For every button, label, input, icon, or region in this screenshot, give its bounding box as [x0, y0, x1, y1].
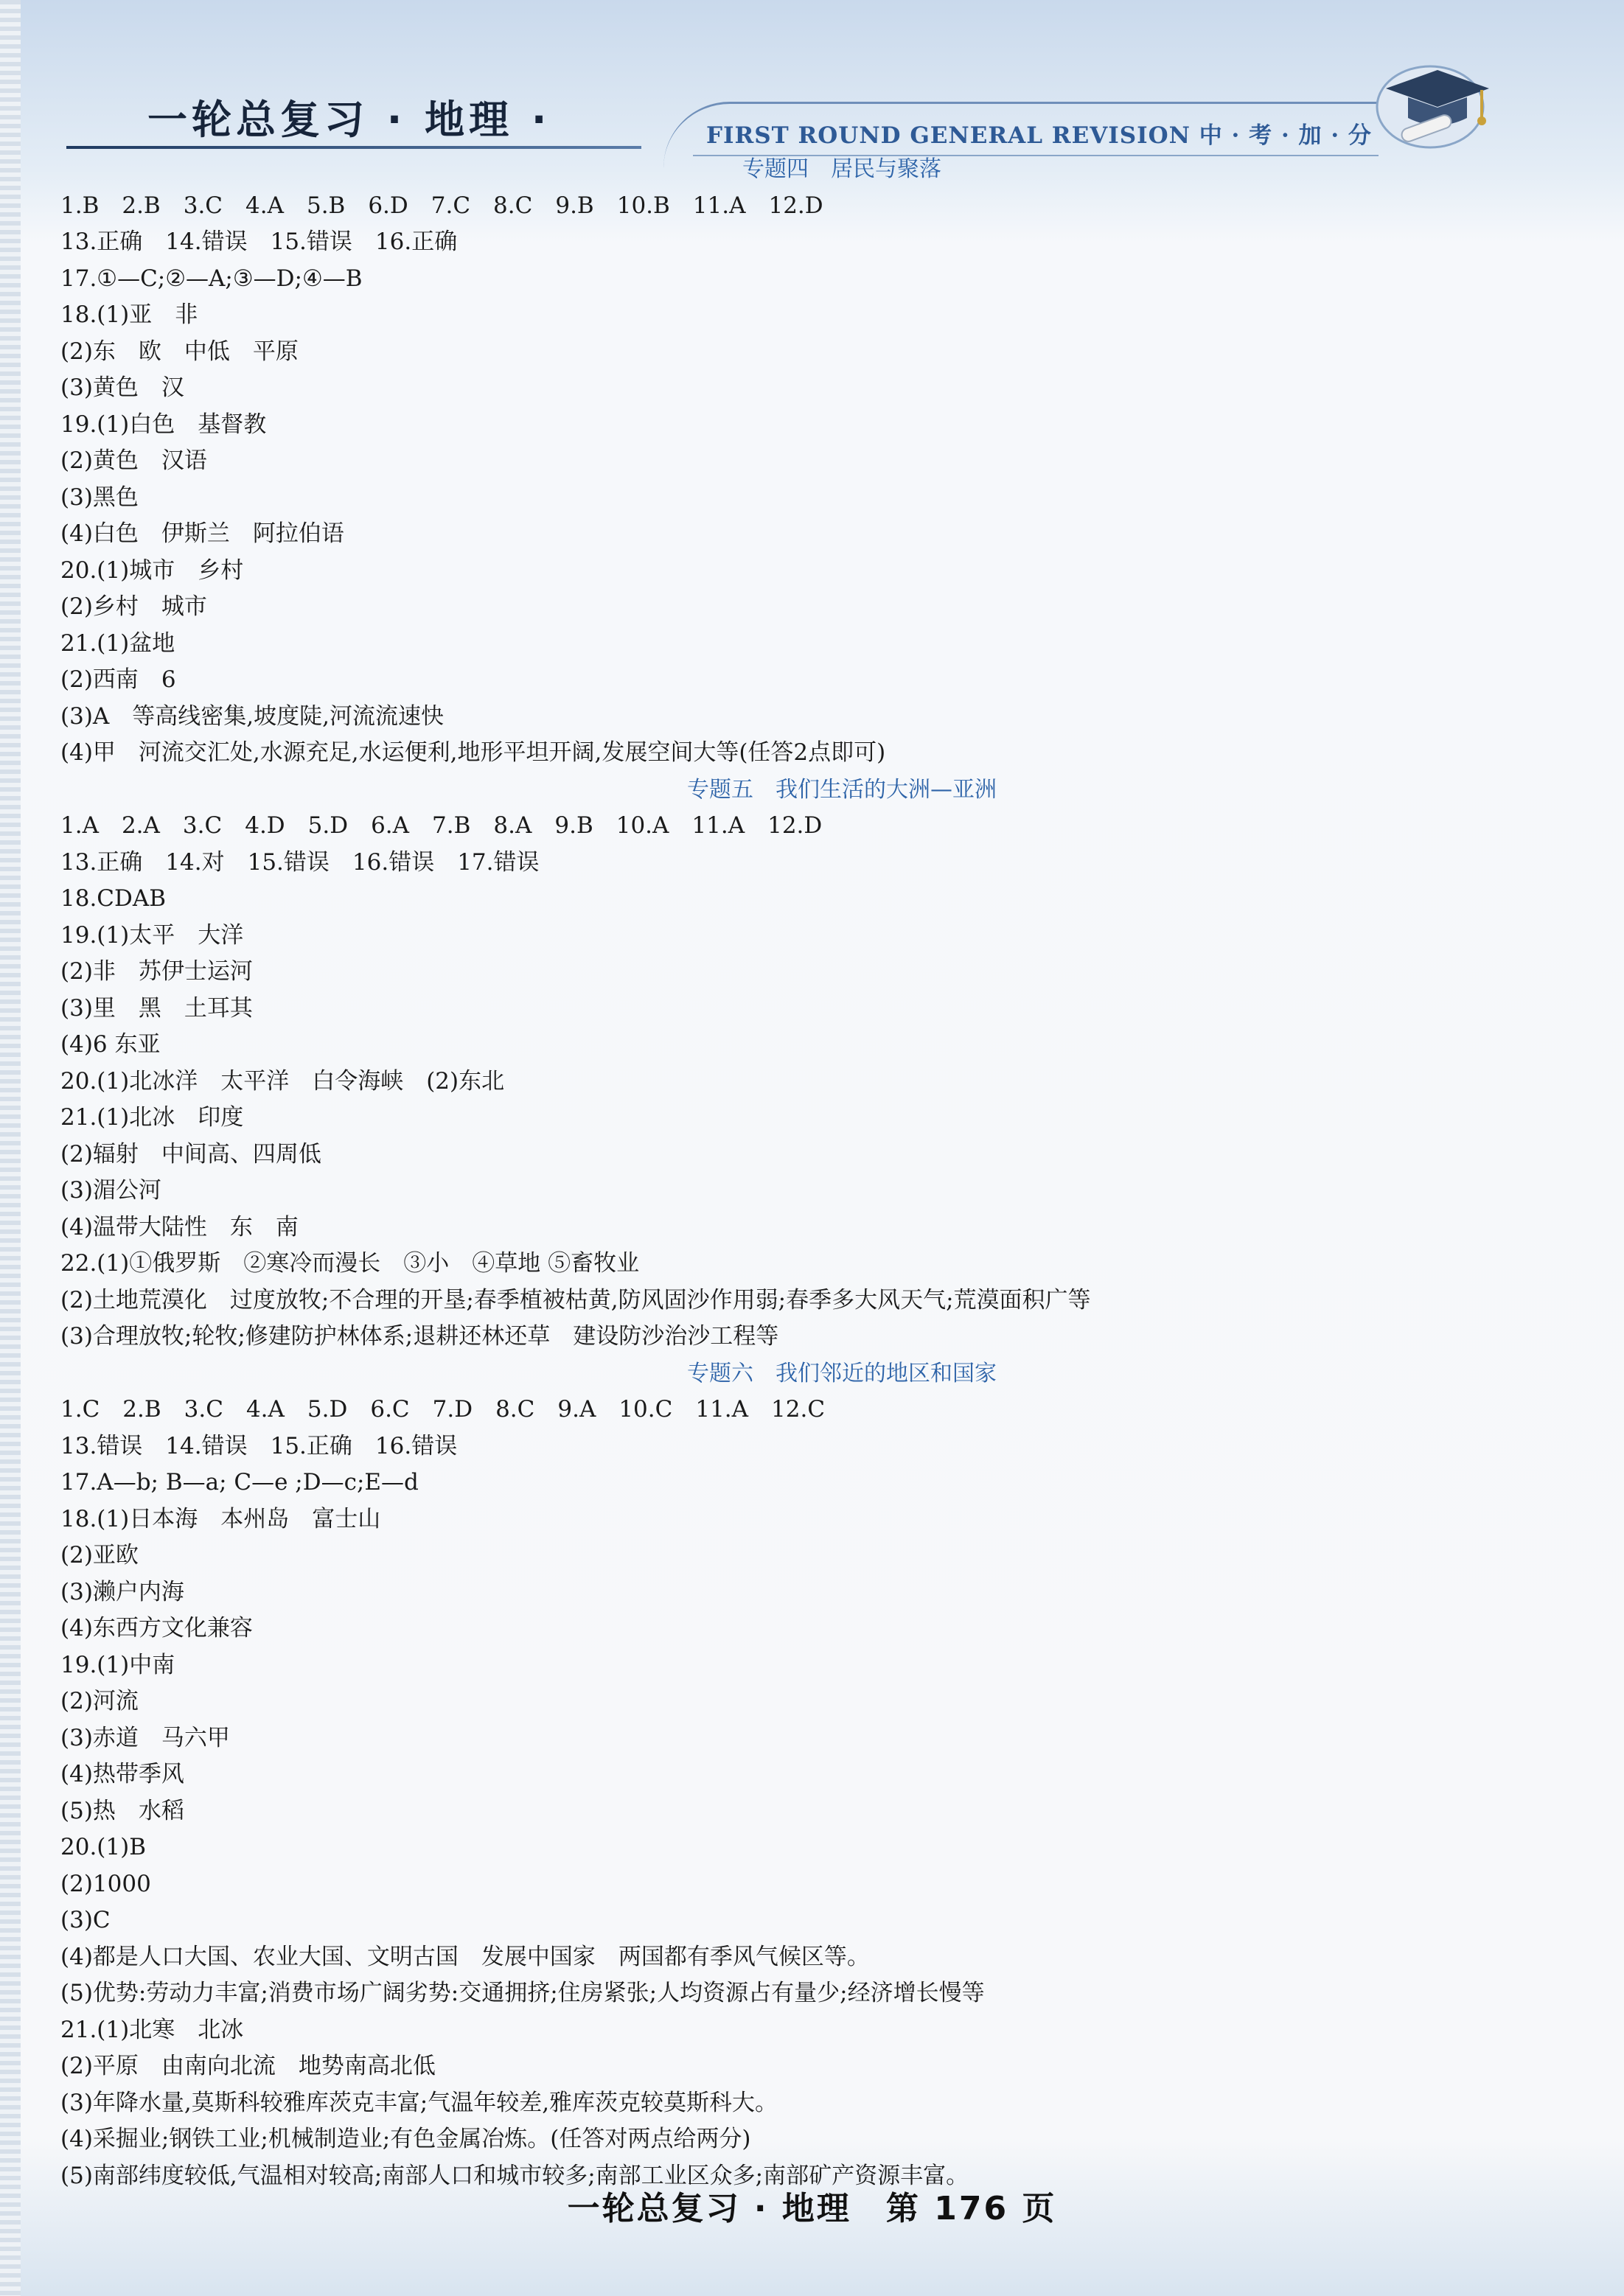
answer-line: (4)6 东亚 — [60, 1031, 161, 1058]
answer-line: (3)A 等高线密集,坡度陡,河流流速快 — [60, 702, 445, 730]
answer-line: (2)平原 由南向北流 地势南高北低 — [60, 2053, 436, 2079]
section-heading: 专题五 我们生活的大洲—亚洲 — [687, 776, 997, 803]
answer-line: 17.①—C;②—A;③—D;④—B — [60, 265, 363, 292]
answer-line: 19.(1)中南 — [60, 1651, 175, 1678]
answer-line: (4)都是人口大国、农业大国、文明古国 发展中国家 两国都有季风气候区等。 — [60, 1943, 870, 1970]
answer-line: (3)湄公河 — [60, 1177, 161, 1204]
answer-line: 1.B 2.B 3.C 4.A 5.B 6.D 7.C 8.C 9.B 10.B 11.A 12.D — [60, 192, 823, 219]
answer-line: (2)亚欧 — [60, 1542, 139, 1569]
header-rule — [66, 146, 641, 149]
answer-line: 13.正确 14.错误 15.错误 16.正确 — [60, 228, 458, 255]
section-heading: 专题四 居民与聚落 — [742, 156, 941, 182]
answer-line: (4)白色 伊斯兰 阿拉伯语 — [60, 520, 344, 547]
answer-line: 18.CDAB — [60, 885, 167, 912]
answer-line: 1.A 2.A 3.C 4.D 5.D 6.A 7.B 8.A 9.B 10.A 11.A 12.D — [60, 812, 823, 839]
answer-line: (5)南部纬度较低,气温相对较高;南部人口和城市较多;南部工业区众多;南部矿产资源丰富。 — [60, 2162, 969, 2189]
answer-line: 1.C 2.B 3.C 4.A 5.D 6.C 7.D 8.C 9.A 10.C 11.A 12.C — [60, 1396, 826, 1423]
answer-line: (4)东西方文化兼容 — [60, 1615, 253, 1641]
answer-line: 20.(1)城市 乡村 — [60, 556, 244, 584]
answer-line: 21.(1)北冰 印度 — [60, 1104, 244, 1131]
answer-line: (3)C — [60, 1907, 111, 1933]
answer-line: 19.(1)白色 基督教 — [60, 411, 267, 438]
answer-line: (3)年降水量,莫斯科较雅库茨克丰富;气温年较差,雅库茨克较莫斯科大。 — [60, 2089, 778, 2116]
answer-line: 21.(1)盆地 — [60, 629, 175, 657]
answer-line: (3)里 黑 土耳其 — [60, 994, 253, 1022]
answer-line: (3)黑色 — [60, 484, 139, 511]
answer-line: (2)土地荒漠化 过度放牧;不合理的开垦;春季植被枯黄,防风固沙作用弱;春季多大风天气;荒漠面积广等 — [60, 1286, 1091, 1313]
answer-line: (4)采掘业;钢铁工业;机械制造业;有色金属冶炼。(任答对两点给两分) — [60, 2126, 751, 2152]
answer-line: (3)濑户内海 — [60, 1578, 184, 1605]
answer-line: (4)甲 河流交汇处,水源充足,水运便利,地形平坦开阔,发展空间大等(任答2点即可) — [60, 739, 886, 766]
header-subtitle: FIRST ROUND GENERAL REVISION 中 · 考 · 加 · 分 — [706, 122, 1372, 149]
answer-line: 13.正确 14.对 15.错误 16.错误 17.错误 — [60, 848, 540, 876]
answer-line: (2)1000 — [60, 1870, 151, 1897]
answer-line: (3)黄色 汉 — [60, 374, 184, 401]
answer-line: 22.(1)①俄罗斯 ②寒冷而漫长 ③小 ④草地 ⑤畜牧业 — [60, 1250, 640, 1277]
answer-line: (4)热带季风 — [60, 1761, 184, 1787]
answer-line: 20.(1)B — [60, 1834, 146, 1860]
answer-line: (2)东 欧 中低 平原 — [60, 338, 299, 365]
section-heading: 专题六 我们邻近的地区和国家 — [687, 1360, 997, 1386]
answer-line: 18.(1)亚 非 — [60, 301, 198, 328]
answer-line: (2)黄色 汉语 — [60, 447, 207, 474]
header-title: 一轮总复习 · 地理 · — [147, 97, 551, 143]
answer-line: (5)热 水稻 — [60, 1797, 184, 1824]
answer-line: (2)非 苏伊士运河 — [60, 958, 253, 985]
answer-line: (2)西南 6 — [60, 666, 176, 693]
answer-line: 19.(1)太平 大洋 — [60, 921, 244, 949]
answer-line: 20.(1)北冰洋 太平洋 白令海峡 (2)东北 — [60, 1067, 505, 1095]
answer-line: (2)辐射 中间高、四周低 — [60, 1140, 321, 1168]
answer-line: (3)赤道 马六甲 — [60, 1724, 230, 1751]
answer-line: (3)合理放牧;轮牧;修建防护林体系;退耕还林还草 建设防沙治沙工程等 — [60, 1323, 779, 1350]
page-footer: 一轮总复习 · 地理 第 176 页 — [567, 2190, 1057, 2227]
answer-line: (2)河流 — [60, 1688, 139, 1714]
graduation-cap-icon — [1371, 44, 1496, 155]
answer-line: 21.(1)北寒 北冰 — [60, 2016, 244, 2043]
answer-line: (4)温带大陆性 东 南 — [60, 1213, 299, 1241]
answer-line: 18.(1)日本海 本州岛 富士山 — [60, 1505, 381, 1532]
answer-content — [60, 151, 1461, 2194]
answer-line: 17.A—b; B—a; C—e ;D—c;E—d — [60, 1469, 419, 1496]
answer-line: 13.错误 14.错误 15.正确 16.错误 — [60, 1432, 458, 1459]
answer-line: (5)优势:劳动力丰富;消费市场广阔劣势:交通拥挤;住房紧张;人均资源占有量少;经济增长慢等 — [60, 1980, 985, 2006]
answer-line: (2)乡村 城市 — [60, 593, 207, 620]
